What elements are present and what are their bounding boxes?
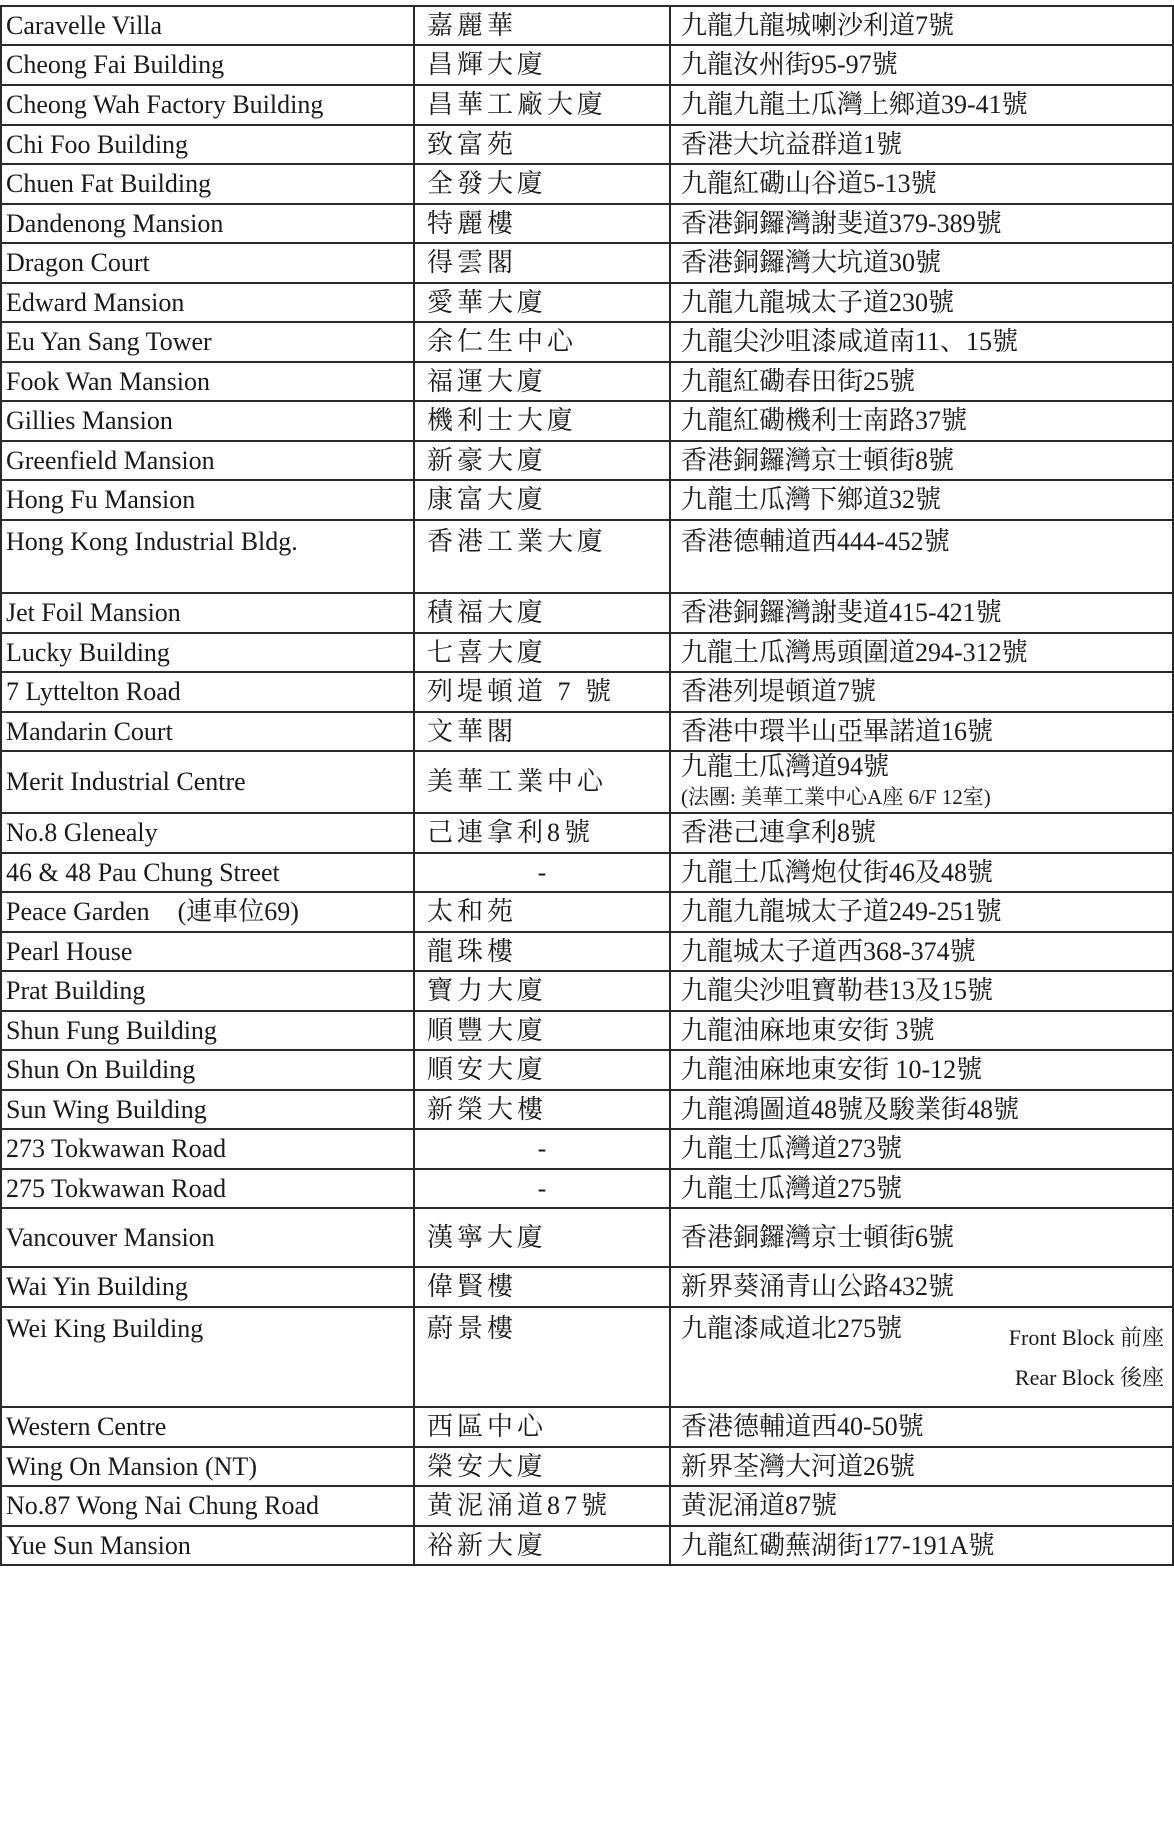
table-row bbox=[1, 633, 1173, 672]
table-row bbox=[1, 1526, 1173, 1565]
building-name-en bbox=[1, 751, 414, 813]
table-row bbox=[1, 283, 1173, 322]
building-address-text: 新界葵涌青山公路432號 bbox=[681, 1272, 955, 1301]
building-name-en-text: 275 Tokwawan Road bbox=[6, 1173, 227, 1203]
building-name-en bbox=[1, 1129, 414, 1169]
building-address bbox=[670, 1407, 1173, 1447]
building-address-text: 香港德輔道西444-452號 bbox=[681, 527, 950, 556]
table-row bbox=[1, 1307, 1173, 1407]
building-name-zh: 順豐大廈 bbox=[414, 1011, 670, 1050]
building-name-en-text: 273 Tokwawan Road bbox=[6, 1134, 227, 1163]
building-address-text: 九龍土瓜灣道275號 bbox=[681, 1173, 903, 1203]
building-name-en-text: Cheong Fai Building bbox=[6, 50, 225, 79]
building-address bbox=[670, 322, 1173, 362]
building-name-zh: 寶力大廈 bbox=[414, 971, 670, 1011]
building-address-text: 香港銅鑼灣大坑道30號 bbox=[681, 248, 942, 277]
building-name-zh: 西區中心 bbox=[414, 1407, 670, 1447]
building-address bbox=[670, 45, 1173, 85]
building-name-en bbox=[1, 1011, 414, 1050]
table-row bbox=[1, 593, 1173, 633]
building-name-en-text: Merit Industrial Centre bbox=[6, 767, 246, 796]
building-name-en-text: Eu Yan Sang Tower bbox=[6, 327, 212, 356]
building-name-zh: 七喜大廈 bbox=[414, 633, 670, 672]
building-address-text: 香港大坑益群道1號 bbox=[681, 129, 903, 159]
building-address bbox=[670, 401, 1173, 441]
building-address bbox=[670, 1526, 1173, 1565]
building-address bbox=[670, 892, 1173, 932]
building-address-text: 九龍土瓜灣道94號 bbox=[681, 752, 890, 781]
table-row bbox=[1, 853, 1173, 892]
building-name-en bbox=[1, 1050, 414, 1090]
building-address bbox=[670, 593, 1173, 633]
building-address-text: 香港德輔道西40-50號 bbox=[681, 1412, 924, 1441]
building-address-text: 香港己連拿利8號 bbox=[681, 818, 877, 847]
table-row bbox=[1, 1208, 1173, 1267]
building-name-en-text: Chi Foo Building bbox=[6, 129, 189, 159]
building-name-en bbox=[1, 401, 414, 441]
building-address bbox=[670, 751, 1173, 813]
building-name-en bbox=[1, 164, 414, 204]
table-row bbox=[1, 164, 1173, 204]
table-row bbox=[1, 322, 1173, 362]
building-address-text: 香港銅鑼灣謝斐道415-421號 bbox=[681, 598, 1002, 627]
table-row bbox=[1, 520, 1173, 593]
table-row bbox=[1, 892, 1173, 932]
table-row bbox=[1, 1050, 1173, 1090]
building-address bbox=[670, 204, 1173, 243]
building-address bbox=[670, 1050, 1173, 1090]
building-address-text: 九龍紅磡山谷道5-13號 bbox=[681, 169, 937, 198]
table-row bbox=[1, 204, 1173, 243]
building-address bbox=[670, 1208, 1173, 1267]
building-name-en bbox=[1, 6, 414, 45]
building-address bbox=[670, 6, 1173, 45]
building-address-text: 九龍紅磡機利士南路37號 bbox=[681, 406, 968, 435]
building-name-en-text: Wing On Mansion (NT) bbox=[6, 1451, 257, 1481]
building-name-en-text: 7 Lyttelton Road bbox=[6, 677, 181, 706]
table-row bbox=[1, 712, 1173, 751]
building-name-en-text: No.87 Wong Nai Chung Road bbox=[6, 1491, 320, 1520]
building-address-text: 九龍土瓜灣下鄉道32號 bbox=[681, 485, 942, 514]
building-name-en bbox=[1, 892, 414, 932]
building-name-zh: 機利士大廈 bbox=[414, 401, 670, 441]
table-row bbox=[1, 243, 1173, 283]
building-address bbox=[670, 1169, 1173, 1208]
table-row bbox=[1, 6, 1173, 45]
building-address-text: 九龍紅磡春田街25號 bbox=[681, 366, 916, 396]
building-name-en bbox=[1, 1486, 414, 1526]
building-name-en bbox=[1, 1526, 414, 1565]
building-name-zh: 昌輝大廈 bbox=[414, 45, 670, 85]
building-name-en-text: Chuen Fat Building bbox=[6, 169, 212, 198]
building-address bbox=[670, 85, 1173, 125]
building-name-en-text: Peace Garden bbox=[6, 897, 150, 926]
table-row bbox=[1, 1447, 1173, 1486]
building-address bbox=[670, 971, 1173, 1011]
building-name-zh: 榮安大廈 bbox=[414, 1447, 670, 1486]
building-address-text: 九龍鴻圖道48號及駿業街48號 bbox=[681, 1094, 1020, 1124]
building-address bbox=[670, 362, 1173, 401]
building-name-zh: 全發大廈 bbox=[414, 164, 670, 204]
building-name-zh: 太和苑 bbox=[414, 892, 670, 932]
building-address-text: 九龍九龍城太子道249-251號 bbox=[681, 897, 1002, 926]
building-name-en bbox=[1, 593, 414, 633]
table-row bbox=[1, 1486, 1173, 1526]
building-name-zh: 致富苑 bbox=[414, 125, 670, 164]
building-name-en-text: Hong Fu Mansion bbox=[6, 485, 196, 514]
building-name-en-text: Hong Kong Industrial Bldg. bbox=[6, 527, 298, 556]
table-row bbox=[1, 1407, 1173, 1447]
table-row bbox=[1, 1011, 1173, 1050]
building-address-text: 新界荃灣大河道26號 bbox=[681, 1451, 916, 1481]
building-address bbox=[670, 1447, 1173, 1486]
building-name-zh: - bbox=[414, 853, 670, 892]
building-address bbox=[670, 1307, 1173, 1407]
building-address-text: 香港銅鑼灣京士頓街6號 bbox=[681, 1222, 955, 1252]
building-address bbox=[670, 1486, 1173, 1526]
building-address-text: 香港銅鑼灣謝斐道379-389號 bbox=[681, 208, 1002, 238]
building-name-zh: 積福大廈 bbox=[414, 593, 670, 633]
building-name-note: (連車位69) bbox=[177, 897, 299, 926]
building-address-text: 九龍油麻地東安街 3號 bbox=[681, 1015, 935, 1045]
building-name-en bbox=[1, 813, 414, 853]
table-row bbox=[1, 971, 1173, 1011]
building-name-zh: 康富大廈 bbox=[414, 480, 670, 520]
building-address bbox=[670, 480, 1173, 520]
building-address bbox=[670, 1129, 1173, 1169]
building-name-zh: 漢寧大廈 bbox=[414, 1208, 670, 1267]
building-name-zh: 順安大廈 bbox=[414, 1050, 670, 1090]
building-name-en bbox=[1, 1447, 414, 1486]
building-name-en-text: Western Centre bbox=[6, 1412, 167, 1441]
building-name-zh: 黄泥涌道87號 bbox=[414, 1486, 670, 1526]
building-address-text: 九龍油麻地東安街 10-12號 bbox=[681, 1055, 983, 1084]
building-name-en-text: Cheong Wah Factory Building bbox=[6, 90, 324, 119]
table-row bbox=[1, 1129, 1173, 1169]
building-name-zh: 新豪大廈 bbox=[414, 441, 670, 480]
building-name-zh: 列堤頓道 7 號 bbox=[414, 672, 670, 712]
building-name-en bbox=[1, 362, 414, 401]
building-name-en bbox=[1, 672, 414, 712]
building-name-en-text: Shun On Building bbox=[6, 1055, 196, 1084]
building-name-en bbox=[1, 283, 414, 322]
building-name-zh: 香港工業大廈 bbox=[414, 520, 670, 593]
building-address bbox=[670, 520, 1173, 593]
building-address bbox=[670, 125, 1173, 164]
building-address-text: 九龍漆咸道北275號 bbox=[681, 1314, 903, 1343]
building-address-text: 九龍九龍土瓜灣上鄉道39-41號 bbox=[681, 90, 1028, 119]
building-name-en bbox=[1, 1090, 414, 1129]
building-name-en-text: Prat Building bbox=[6, 976, 146, 1005]
building-name-zh: 裕新大廈 bbox=[414, 1526, 670, 1565]
building-name-en-text: Wai Yin Building bbox=[6, 1272, 188, 1301]
building-name-en-text: 46 & 48 Pau Chung Street bbox=[6, 857, 280, 887]
building-address-table bbox=[0, 5, 1174, 1566]
building-address bbox=[670, 633, 1173, 672]
building-address-note: (法團: 美華工業中心A座 6/F 12室) bbox=[681, 785, 991, 809]
building-name-en bbox=[1, 441, 414, 480]
building-name-zh: 偉賢樓 bbox=[414, 1267, 670, 1307]
building-address bbox=[670, 283, 1173, 322]
building-name-zh: 蔚景樓 bbox=[414, 1307, 670, 1407]
building-address bbox=[670, 164, 1173, 204]
building-name-en-text: Yue Sun Mansion bbox=[6, 1530, 191, 1560]
building-address bbox=[670, 1267, 1173, 1307]
table-row bbox=[1, 672, 1173, 712]
block-labels bbox=[1009, 1318, 1164, 1398]
table-row bbox=[1, 932, 1173, 971]
building-name-en bbox=[1, 204, 414, 243]
building-name-en-text: Vancouver Mansion bbox=[6, 1222, 215, 1252]
building-name-en-text: Greenfield Mansion bbox=[6, 445, 215, 475]
building-name-zh: 文華閣 bbox=[414, 712, 670, 751]
building-name-en bbox=[1, 1407, 414, 1447]
building-address bbox=[670, 672, 1173, 712]
building-name-en bbox=[1, 520, 414, 593]
rear-block-label: Rear Block 後座 bbox=[1014, 1365, 1164, 1390]
building-name-en bbox=[1, 712, 414, 751]
building-name-zh: 昌華工廠大廈 bbox=[414, 85, 670, 125]
building-name-zh: 己連拿利8號 bbox=[414, 813, 670, 853]
table-row bbox=[1, 441, 1173, 480]
building-name-en-text: Edward Mansion bbox=[6, 287, 185, 317]
building-address bbox=[670, 243, 1173, 283]
building-address-text: 九龍紅磡蕪湖街177-191A號 bbox=[681, 1530, 995, 1560]
building-address-text: 香港列堤頓道7號 bbox=[681, 677, 877, 706]
building-name-en bbox=[1, 633, 414, 672]
building-name-zh: 龍珠樓 bbox=[414, 932, 670, 971]
building-name-en-text: Caravelle Villa bbox=[6, 10, 163, 40]
table-row bbox=[1, 85, 1173, 125]
building-name-en bbox=[1, 85, 414, 125]
building-address bbox=[670, 853, 1173, 892]
building-name-zh: 愛華大廈 bbox=[414, 283, 670, 322]
table-row bbox=[1, 362, 1173, 401]
building-address bbox=[670, 932, 1173, 971]
building-name-en bbox=[1, 1307, 414, 1407]
building-name-zh: - bbox=[414, 1169, 670, 1208]
building-name-zh: 嘉麗華 bbox=[414, 6, 670, 45]
building-name-en bbox=[1, 322, 414, 362]
building-name-zh: 新榮大樓 bbox=[414, 1090, 670, 1129]
building-address-text: 九龍尖沙咀寶勒巷13及15號 bbox=[681, 976, 994, 1005]
table-row bbox=[1, 1090, 1173, 1129]
building-name-zh: 得雲閣 bbox=[414, 243, 670, 283]
building-address-text: 九龍九龍城喇沙利道7號 bbox=[681, 10, 955, 40]
table-row bbox=[1, 401, 1173, 441]
building-address bbox=[670, 1011, 1173, 1050]
table-row bbox=[1, 125, 1173, 164]
building-name-en bbox=[1, 125, 414, 164]
table-row bbox=[1, 751, 1173, 813]
building-name-en bbox=[1, 971, 414, 1011]
building-name-en-text: Fook Wan Mansion bbox=[6, 366, 210, 396]
building-name-en-text: Lucky Building bbox=[6, 637, 170, 667]
table-row bbox=[1, 1267, 1173, 1307]
building-name-en-text: Wei King Building bbox=[6, 1314, 204, 1343]
building-address-text: 九龍汝州街95-97號 bbox=[681, 50, 898, 79]
building-name-en-text: Mandarin Court bbox=[6, 716, 173, 746]
building-address-text: 黄泥涌道87號 bbox=[681, 1491, 838, 1520]
building-name-en bbox=[1, 932, 414, 971]
building-name-en bbox=[1, 1267, 414, 1307]
table-row bbox=[1, 45, 1173, 85]
building-address-text: 九龍城太子道西368-374號 bbox=[681, 936, 976, 966]
building-address-text: 香港銅鑼灣京士頓街8號 bbox=[681, 445, 955, 475]
building-name-en-text: Shun Fung Building bbox=[6, 1015, 217, 1045]
building-name-en bbox=[1, 480, 414, 520]
table-row bbox=[1, 813, 1173, 853]
building-address bbox=[670, 1090, 1173, 1129]
building-name-en bbox=[1, 853, 414, 892]
building-name-en bbox=[1, 45, 414, 85]
building-address-text: 九龍九龍城太子道230號 bbox=[681, 287, 955, 317]
building-name-en bbox=[1, 243, 414, 283]
building-name-zh: 福運大廈 bbox=[414, 362, 670, 401]
building-address-text: 九龍土瓜灣道273號 bbox=[681, 1134, 903, 1163]
building-name-zh: - bbox=[414, 1129, 670, 1169]
building-address bbox=[670, 441, 1173, 480]
building-address bbox=[670, 813, 1173, 853]
building-address-text: 九龍土瓜灣馬頭圍道294-312號 bbox=[681, 637, 1028, 667]
building-name-en-text: Dragon Court bbox=[6, 248, 150, 277]
building-name-en-text: Sun Wing Building bbox=[6, 1094, 207, 1124]
building-name-en-text: Jet Foil Mansion bbox=[6, 598, 181, 627]
front-block-label: Front Block 前座 bbox=[1008, 1325, 1164, 1350]
table-row bbox=[1, 480, 1173, 520]
building-name-en-text: Pearl House bbox=[6, 936, 133, 966]
table-row bbox=[1, 1169, 1173, 1208]
building-name-en-text: No.8 Glenealy bbox=[6, 818, 158, 847]
building-address-text: 九龍尖沙咀漆咸道南11、15號 bbox=[681, 327, 1019, 356]
building-name-en-text: Dandenong Mansion bbox=[6, 208, 224, 238]
building-name-zh: 美華工業中心 bbox=[414, 751, 670, 813]
building-name-zh: 特麗樓 bbox=[414, 204, 670, 243]
building-name-zh: 余仁生中心 bbox=[414, 322, 670, 362]
building-name-en-text: Gillies Mansion bbox=[6, 406, 173, 435]
building-address-text: 九龍土瓜灣炮仗街46及48號 bbox=[681, 857, 994, 887]
building-name-en bbox=[1, 1208, 414, 1267]
building-name-en bbox=[1, 1169, 414, 1208]
building-address bbox=[670, 712, 1173, 751]
building-address-text: 香港中環半山亞畢諾道16號 bbox=[681, 716, 994, 746]
